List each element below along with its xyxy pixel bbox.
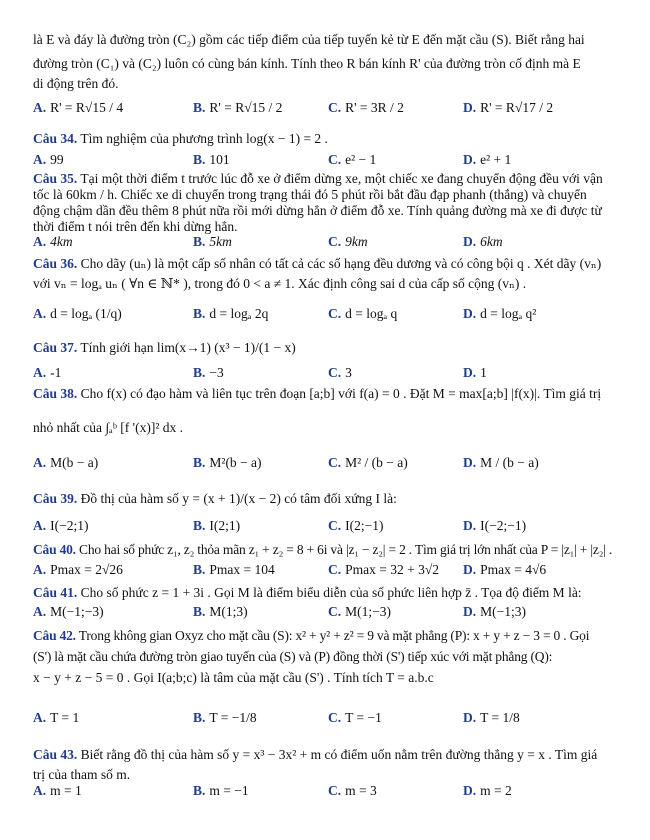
question-38: Câu 38. Cho f(x) có đạo hàm và liên tục trên đoạn [a;b] với f(a) = 0 . Đặt M = max[a;b] |f(x)|. Tìm giá trị bbox=[33, 386, 602, 401]
q35-line-4: thời điểm t nói trên đến khi dừng hẳn. bbox=[33, 219, 238, 234]
option-c[interactable]: C. I(2;−1) bbox=[328, 518, 384, 533]
intro-line-1: là E và đáy là đường tròn (C₂) gồm các tiếp điểm của tiếp tuyến kẻ từ E đến mặt cầu (S). Biết rằng hai bbox=[33, 32, 585, 47]
intro-options bbox=[33, 100, 630, 120]
option-c[interactable]: C. 3 bbox=[328, 365, 352, 380]
option-c[interactable]: C. e² − 1 bbox=[328, 152, 377, 167]
question-37: Câu 37. Tính giới hạn lim(x→1) (x³ − 1)/(1 − x) bbox=[33, 340, 296, 355]
question-34: Câu 34. Tìm nghiệm của phương trình log(x − 1) = 2 . bbox=[33, 131, 328, 146]
option-d[interactable]: D. I(−2;−1) bbox=[463, 518, 527, 533]
option-b[interactable]: B. d = logₐ 2q bbox=[193, 306, 269, 321]
option-d[interactable]: D. M / (b − a) bbox=[463, 455, 539, 470]
question-39: Câu 39. Đồ thị của hàm số y = (x + 1)/(x − 2) có tâm đối xứng I là: bbox=[33, 491, 397, 506]
option-a[interactable]: A. M(b − a) bbox=[33, 455, 99, 470]
q35-line-3: động chậm dần đều thêm 8 phút nữa rồi mới dừng hẳn ở điểm đỗ xe. Tính quảng đường mà xe đi được từ bbox=[33, 203, 602, 218]
option-d[interactable]: D. 6km bbox=[463, 234, 503, 249]
option-c[interactable]: C. T = −1 bbox=[328, 710, 382, 725]
option-d[interactable]: D. d = logₐ q² bbox=[463, 306, 537, 321]
option-a[interactable]: A. 99 bbox=[33, 152, 64, 167]
option-b[interactable]: B. 101 bbox=[193, 152, 230, 167]
q38-options bbox=[33, 455, 630, 475]
q43-options bbox=[33, 783, 630, 803]
q41-options bbox=[33, 604, 630, 624]
q38-line-2: nhỏ nhất của ∫ₐᵇ [f '(x)]² dx . bbox=[33, 420, 184, 435]
q39-options bbox=[33, 518, 630, 538]
q34-options bbox=[33, 152, 630, 172]
option-d[interactable]: D. T = 1/8 bbox=[463, 710, 520, 725]
option-d[interactable]: D. R' = R√17 / 2 bbox=[463, 100, 554, 115]
option-d[interactable]: D. Pmax = 4√6 bbox=[463, 562, 547, 577]
q42-line-3: x − y + z − 5 = 0 . Gọi I(a;b;c) là tâm của mặt cầu (S') . Tính tích T = a.b.c bbox=[33, 670, 434, 685]
q35-options bbox=[33, 234, 630, 254]
option-d[interactable]: D. 1 bbox=[463, 365, 487, 380]
option-b[interactable]: B. 5km bbox=[193, 234, 232, 249]
intro-line-2: đường tròn (C₁) và (C₂) luôn có cùng bán kính. Tính theo R bán kính R' của đường tròn cố định mà E bbox=[33, 56, 581, 71]
option-b[interactable]: B. −3 bbox=[193, 365, 224, 380]
option-a[interactable]: A. I(−2;1) bbox=[33, 518, 89, 533]
option-c[interactable]: C. M(1;−3) bbox=[328, 604, 391, 619]
option-d[interactable]: D. M(−1;3) bbox=[463, 604, 526, 619]
option-a[interactable]: A. T = 1 bbox=[33, 710, 80, 725]
option-a[interactable]: A. 4km bbox=[33, 234, 73, 249]
option-d[interactable]: D. e² + 1 bbox=[463, 152, 512, 167]
option-c[interactable]: C. m = 3 bbox=[328, 783, 377, 798]
q42-line-2: (S') là mặt cầu chứa đường tròn giao tuyến của (S) và (P) đồng thời (S') tiếp xúc với mặt phẳng (Q): bbox=[33, 649, 553, 664]
option-d[interactable]: D. m = 2 bbox=[463, 783, 512, 798]
option-a[interactable]: A. Pmax = 2√26 bbox=[33, 562, 123, 577]
option-a[interactable]: A. M(−1;−3) bbox=[33, 604, 104, 619]
option-b[interactable]: B. M²(b − a) bbox=[193, 455, 262, 470]
option-c[interactable]: C. R' = 3R / 2 bbox=[328, 100, 404, 115]
option-c[interactable]: C. Pmax = 32 + 3√2 bbox=[328, 562, 440, 577]
question-36: Câu 36. Cho dãy (uₙ) là một cấp số nhân có tất cả các số hạng đều dương và có công bội q . Xét dãy (vₙ) bbox=[33, 256, 602, 271]
option-a[interactable]: A. d = logₐ (1/q) bbox=[33, 306, 122, 321]
question-35: Câu 35. Tại một thời điểm t trước lúc đỗ xe ở điểm dừng xe, một chiếc xe đang chuyển động đều với vận bbox=[33, 171, 603, 186]
option-a[interactable]: A. m = 1 bbox=[33, 783, 82, 798]
question-42: Câu 42. Trong không gian Oxyz cho mặt cầu (S): x² + y² + z² = 9 và mặt phẳng (P): x + y + z − 3 = 0 . Gọi bbox=[33, 628, 590, 643]
q42-options bbox=[33, 710, 630, 730]
option-c[interactable]: C. 9km bbox=[328, 234, 368, 249]
intro-line-3: di động trên đó. bbox=[33, 76, 119, 91]
option-b[interactable]: B. Pmax = 104 bbox=[193, 562, 275, 577]
option-a[interactable]: A. R' = R√15 / 4 bbox=[33, 100, 124, 115]
question-40: Câu 40. Cho hai số phức z₁, z₂ thỏa mãn z₁ + z₂ = 8 + 6i và |z₁ − z₂| = 2 . Tìm giá trị lớn nhất của P = |z₁| + |z₂| . bbox=[33, 542, 613, 557]
question-43: Câu 43. Biết rằng đồ thị của hàm số y = x³ − 3x² + m có điểm uốn nằm trên đường thẳng y = x . Tìm giá bbox=[33, 747, 598, 762]
option-b[interactable]: B. M(1;3) bbox=[193, 604, 248, 619]
option-b[interactable]: B. T = −1/8 bbox=[193, 710, 257, 725]
option-a[interactable]: A. -1 bbox=[33, 365, 62, 380]
q43-line-2: trị của tham số m. bbox=[33, 767, 131, 782]
option-b[interactable]: B. m = −1 bbox=[193, 783, 249, 798]
q37-options bbox=[33, 365, 630, 385]
q40-options bbox=[33, 562, 630, 582]
option-b[interactable]: B. R' = R√15 / 2 bbox=[193, 100, 283, 115]
option-c[interactable]: C. d = logₐ q bbox=[328, 306, 398, 321]
option-b[interactable]: B. I(2;1) bbox=[193, 518, 241, 533]
question-41: Câu 41. Cho số phức z = 1 + 3i . Gọi M là điểm biểu diễn của số phức liên hợp z̄ . Tọa độ điểm M là: bbox=[33, 585, 582, 600]
q36-options bbox=[33, 306, 630, 326]
q36-line-2: với vₙ = logₐ uₙ ( ∀n ∈ ℕ* ), trong đó 0 < a ≠ 1. Xác định công sai d của cấp số cộng (vₙ) . bbox=[33, 276, 527, 291]
option-c[interactable]: C. M² / (b − a) bbox=[328, 455, 408, 470]
q35-line-2: tốc là 60km / h. Chiếc xe di chuyển trong trạng thái đó 5 phút rồi bắt đầu đạp phanh (thắng) và chuyển bbox=[33, 187, 587, 202]
